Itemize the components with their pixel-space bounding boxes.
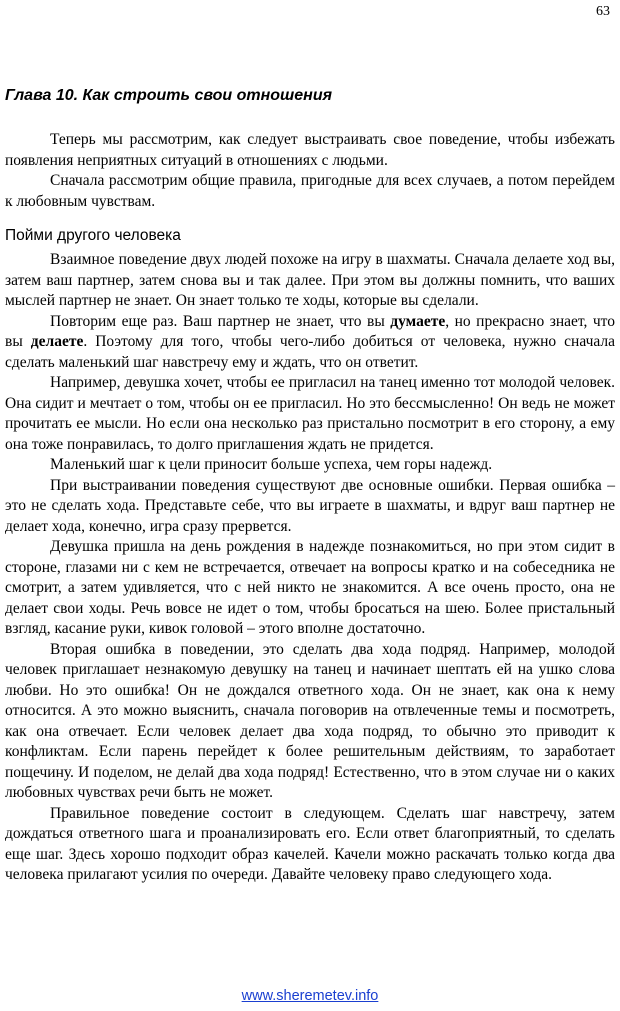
text-span: . Поэтому для того, чтобы чего-либо добиться от человека, нужно сначала сделать маленький шаг навстречу ему и ждать, что он ответит. bbox=[5, 333, 616, 371]
text-span: Повторим еще раз. Ваш партнер не знает, что вы bbox=[50, 312, 391, 330]
chapter-title: Глава 10. Как строить свои отношения bbox=[5, 87, 333, 104]
intro-paragraph: Теперь мы рассмотрим, как следует выстраивать свое поведение, чтобы избежать появления неприятных ситуаций в отношениях с людьми. bbox=[5, 131, 615, 169]
paragraph: Правильное поведение состоит в следующем. Сделать шаг навстречу, затем дождаться ответного шага и проанализировать его. Если ответ благоприятный, то сделать еще шаг. Здесь хорошо подходит образ качелей. Качели можно раскачать только когда два человека прилагают усилия по очереди. Давайте человеку право следующего хода. bbox=[5, 804, 615, 883]
intro-paragraph: Сначала рассмотрим общие правила, пригодные для всех случаев, а потом перейдем к любовным чувствам. bbox=[5, 172, 615, 210]
text-span: , но прекрасно знает, что вы bbox=[5, 312, 615, 350]
body-text bbox=[5, 250, 615, 886]
emphasis-think: думаете bbox=[390, 312, 446, 330]
footer-website-link[interactable]: www.sheremetev.info bbox=[241, 988, 379, 1004]
paragraph: При выстраивании поведения существуют две основные ошибки. Первая ошибка – это не сделать хода. Представьте себе, что вы играете в шахматы, и вдруг ваш партнер не делает хода, конечно, игра сразу прервется. bbox=[5, 476, 615, 535]
section-title: Пойми другого человека bbox=[5, 227, 181, 244]
page-number: 63 bbox=[596, 4, 610, 19]
paragraph: Например, девушка хочет, чтобы ее пригласил на танец именно тот молодой человек. Она сидит и мечтает о том, чтобы он ее пригласил. Но это бессмысленно! Он ведь не может прочитать ее мысли. Но если она несколько раз пристально посмотрит в его сторону, а ему она тоже понравилась, то долго приглашения ждать не придется. bbox=[5, 374, 615, 453]
emphasis-do: делаете bbox=[30, 333, 84, 350]
intro-section bbox=[5, 130, 615, 212]
paragraph: Девушка пришла на день рождения в надежде познакомиться, но при этом сидит в стороне, глазами ни с кем не встречается, отвечает на вопросы кратко и на собеседника не смотрит, а затем удивляется, что с ней никто не знакомится. А все очень просто, она не делает свои ходы. Речь вовсе не идет о том, чтобы бросаться на шею. Более пристальный взгляд, касание руки, кивок головой – этого вполне достаточно. bbox=[5, 538, 615, 637]
paragraph: Вторая ошибка в поведении, это сделать два хода подряд. Например, молодой человек приглашает незнакомую девушку на танец и начинает шептать ей на ушко слова любви. Но это ошибка! Он не дождался ответного хода. Он не знает, как она к нему относится. А это можно выяснить, сначала поговорив на отвлеченные темы и посмотреть, как она отвечает. Если человек делает два хода подряд, то обычно это приводит к конфликтам. Если парень перейдет к более решительным действиям, то заработает пощечину. И поделом, не делай два хода подряд! Естественно, что в этом случае ни о каких любовных чувствах речи быть не может. bbox=[5, 640, 615, 801]
paragraph: Маленький шаг к цели приносит больше успеха, чем горы надежд. bbox=[50, 456, 493, 473]
paragraph bbox=[5, 312, 615, 374]
paragraph: Взаимное поведение двух людей похоже на игру в шахматы. Сначала делаете ход вы, затем ваш партнер, затем снова вы и так далее. При этом вы должны помнить, что ваших мыслей партнер не знает. Он знает только те ходы, которые вы сделали. bbox=[5, 251, 615, 309]
